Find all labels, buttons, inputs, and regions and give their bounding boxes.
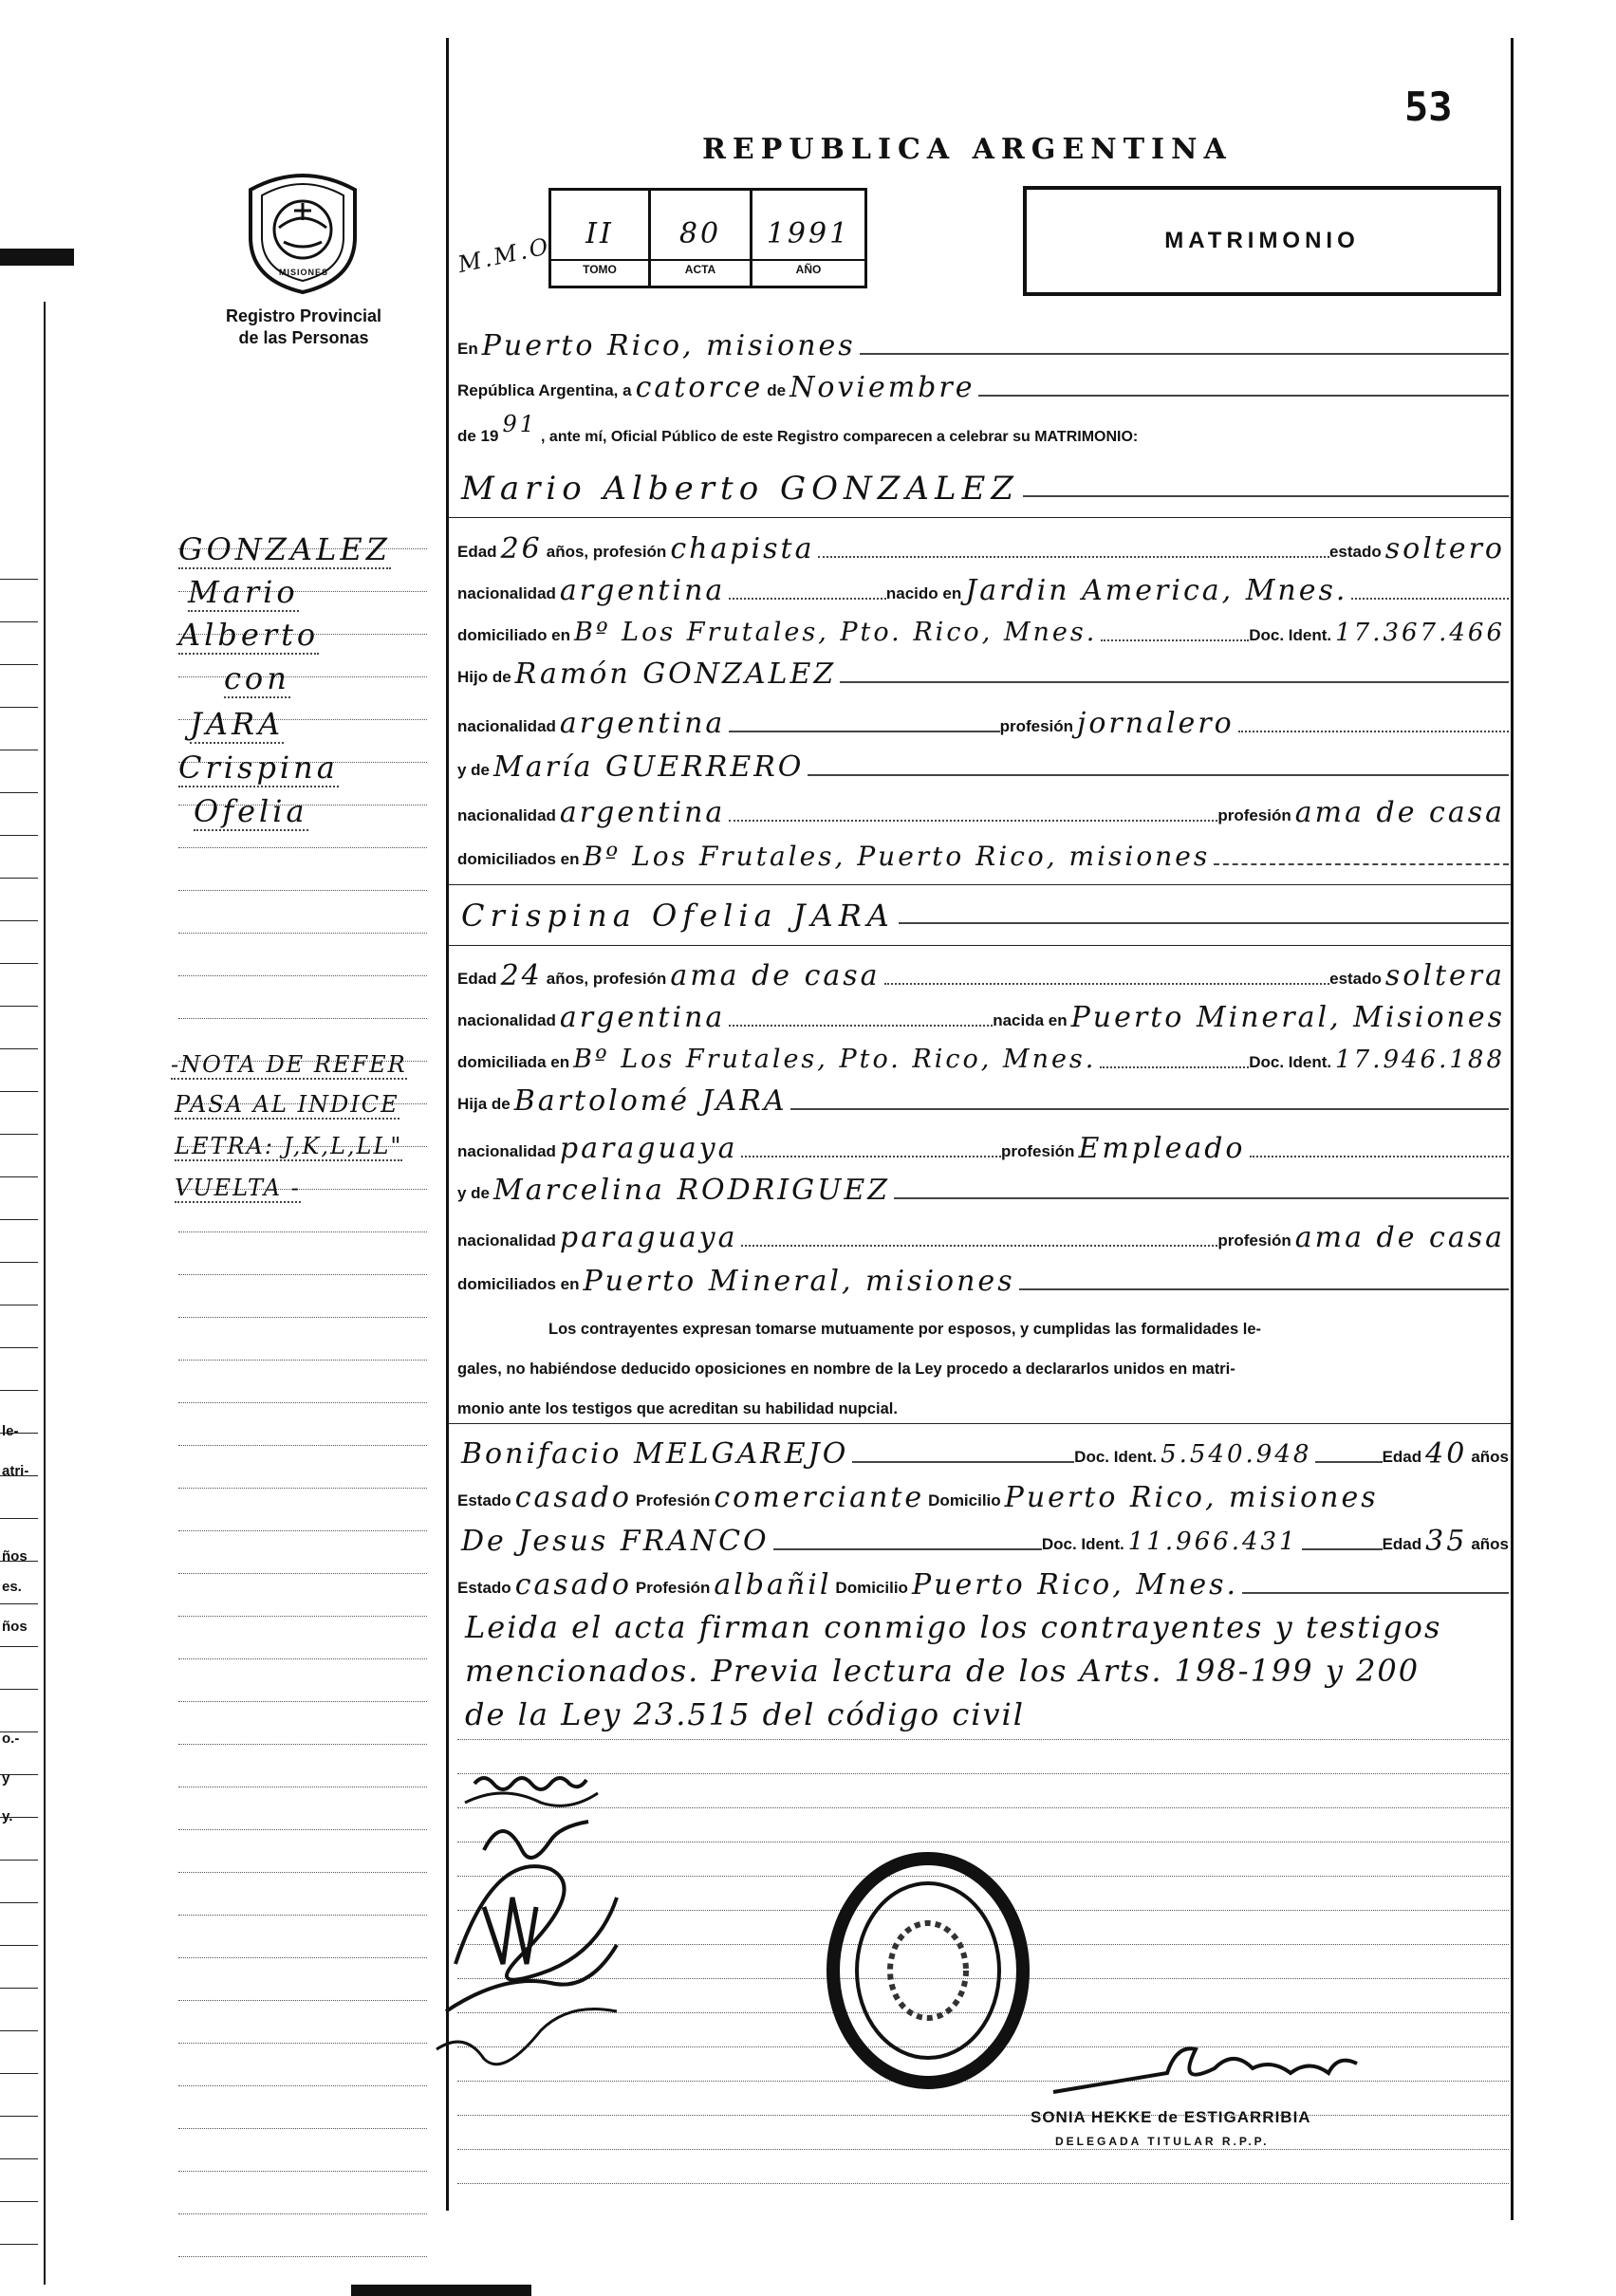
left-column-ruled-line (178, 1573, 427, 1574)
bride-doc: 17.946.188 (1335, 1046, 1505, 1074)
edge-ruled-line (0, 1176, 38, 1177)
groom-mother-nat: argentina (559, 796, 726, 829)
groom-age: 26 (500, 532, 543, 565)
bride-father-prof: Empleado (1078, 1132, 1246, 1165)
edge-fragment-0: le- (2, 1423, 19, 1439)
acta-cell (651, 191, 752, 286)
edge-fragment-1: atri- (2, 1463, 29, 1479)
bride-nac-label: nacionalidad (457, 1011, 556, 1029)
margin-name-4: JARA (190, 706, 285, 742)
edge-ruled-line (0, 1134, 38, 1135)
witness1-edad-label: Edad (1382, 1448, 1422, 1466)
edge-ruled-line (0, 2116, 38, 2117)
groom-father-nat-label: nacionalidad (457, 717, 556, 735)
edge-fragment-2: ños (2, 1548, 28, 1565)
groom-mother-row (457, 744, 1509, 784)
edge-fragment-4: ños (2, 1619, 28, 1635)
groom-profession: chapista (670, 532, 815, 565)
left-column-ruled-line (178, 933, 427, 934)
groom-parents-dom: Bº Los Frutales, Puerto Rico, misiones (583, 841, 1211, 872)
edge-fragment-7: y. (2, 1808, 13, 1824)
margin-name-6: Ofelia (194, 793, 308, 829)
groom-doc: 17.367.466 (1335, 619, 1505, 647)
left-column-ruled-line (178, 1018, 427, 1019)
left-column-ruled-line (178, 676, 427, 677)
bride-mother: Marcelina RODRIGUEZ (493, 1174, 891, 1207)
witness2-doc-label: Doc. Ident. (1041, 1535, 1124, 1553)
left-column-ruled-line (178, 1360, 427, 1361)
bride-address-row (457, 1036, 1509, 1076)
edge-ruled-line (0, 579, 38, 580)
edge-ruled-line (0, 1518, 38, 1519)
left-column-ruled-line (178, 1402, 427, 1403)
witness2-anos-label: años (1471, 1535, 1509, 1553)
witness1-details-row (457, 1474, 1509, 1514)
bride-mother-label: y de (457, 1184, 491, 1202)
left-column-ruled-line (178, 1616, 427, 1617)
witness1-civil-status: casado (514, 1481, 632, 1514)
mmo-mark: M.M.O (455, 232, 553, 278)
left-column-ruled-line (178, 1872, 427, 1873)
bride-hija-label: Hija de (457, 1095, 511, 1113)
right-border-rule (1511, 38, 1514, 2220)
country-title: REPUBLICA ARGENTINA (702, 133, 1233, 166)
groom-nac-label: nacionalidad (457, 584, 556, 602)
witness1-doc-label: Doc. Ident. (1074, 1448, 1158, 1466)
registry-label (199, 306, 408, 349)
lower-ruled-line (457, 1739, 1509, 1740)
official-signature-icon (1034, 2040, 1395, 2106)
groom-birth-label: nacido en (885, 584, 962, 602)
bride-doc-label: Doc. Ident. (1249, 1053, 1332, 1071)
bride-name-row (457, 892, 1509, 932)
groom-nationality-row (457, 567, 1509, 607)
bride-full-name: Crispina Ofelia JARA (461, 898, 895, 934)
witness2-row (457, 1518, 1509, 1558)
edge-ruled-line (0, 2244, 38, 2245)
witness2-details-row (457, 1562, 1509, 1602)
closing-line2: mencionados. Previa lectura de los Arts. 198-199 y 200 (465, 1653, 1421, 1689)
witness1-doc: 5.540.948 (1161, 1440, 1312, 1469)
bride-mother-prof: ama de casa (1294, 1221, 1505, 1254)
bride-nationality: argentina (559, 1001, 726, 1034)
left-column-ruled-line (178, 890, 427, 891)
edge-ruled-line (0, 707, 38, 708)
groom-hijo-label: Hijo de (457, 668, 511, 686)
margin-name-2: Alberto (178, 617, 320, 653)
groom-full-name: Mario Alberto GONZALEZ (461, 470, 1019, 508)
witness1-row (457, 1431, 1509, 1471)
margin-note-0: -NOTA DE REFER (171, 1051, 407, 1078)
bride-birth-label: nacida en (993, 1011, 1068, 1029)
left-column-ruled-line (178, 1829, 427, 1830)
margin-name-0: GONZALEZ (178, 531, 391, 567)
lower-ruled-line (457, 2183, 1509, 2184)
scan-edge-mark (0, 249, 74, 266)
left-column-ruled-line (178, 2043, 427, 2044)
left-column-ruled-line (178, 1231, 427, 1232)
bride-estado-label: estado (1329, 970, 1382, 988)
bride-age-row (457, 953, 1509, 992)
groom-civil-status: soltero (1384, 532, 1505, 565)
edge-ruled-line (0, 1006, 38, 1007)
edge-ruled-line (0, 1262, 38, 1263)
bride-parents-dom: Puerto Mineral, misiones (583, 1265, 1015, 1298)
left-column-ruled-line (178, 847, 427, 848)
bride-parents-dom-row (457, 1258, 1509, 1298)
declaration-text (457, 1309, 1501, 1429)
bride-father-prof-label: profesión (1000, 1142, 1075, 1160)
stamp-icon (824, 1852, 1032, 2089)
edge-ruled-line (0, 1347, 38, 1348)
edge-ruled-line (0, 2158, 38, 2159)
tomo-value: II (585, 217, 614, 250)
groom-address: Bº Los Frutales, Pto. Rico, Mnes. (574, 618, 1098, 647)
edge-ruled-line (0, 1603, 38, 1604)
groom-mother-nat-row (457, 789, 1509, 829)
edge-ruled-line (0, 878, 38, 879)
groom-parents-dom-label: domiciliados en (457, 850, 580, 868)
left-column-ruled-line (178, 1530, 427, 1531)
witness1-estado-label: Estado (457, 1491, 511, 1509)
lower-ruled-line (457, 2149, 1509, 2150)
year-prefix: de 19 (457, 427, 499, 445)
year-suffix: 91 (502, 411, 538, 437)
tomo-label: TOMO (551, 259, 648, 276)
witness1-profession: comerciante (714, 1481, 925, 1514)
groom-birthplace: Jardin America, Mnes. (965, 574, 1348, 607)
witness1-age: 40 (1425, 1437, 1468, 1471)
bride-birthplace: Puerto Mineral, Misiones (1070, 1001, 1505, 1034)
edge-fragment-6: y (2, 1770, 10, 1787)
ano-value: 1991 (766, 217, 851, 250)
margin-note-3: VUELTA - (175, 1175, 301, 1201)
bride-parents-dom-label: domiciliados en (457, 1275, 580, 1293)
groom-father-nat-row (457, 700, 1509, 740)
bride-father: Bartolomé JARA (513, 1084, 788, 1118)
witness1-name: Bonifacio MELGAREJO (461, 1437, 849, 1471)
edge-ruled-line (0, 920, 38, 921)
closing-line3: de la Ley 23.515 del código civil (465, 1696, 1026, 1732)
edge-ruled-line (0, 1048, 38, 1049)
intro-date-row (457, 364, 1509, 404)
record-box (548, 188, 867, 288)
scan-bottom-mark (351, 2285, 531, 2296)
margin-name-5: Crispina (178, 750, 339, 786)
edge-ruled-line (0, 792, 38, 793)
provincial-seal (241, 161, 364, 294)
left-edge-rule (44, 302, 46, 2285)
groom-parents-dom-row (457, 833, 1509, 873)
groom-nationality: argentina (559, 574, 726, 607)
witness2-name: De Jesus FRANCO (461, 1525, 770, 1558)
official-stamp (824, 1852, 1032, 2094)
edge-ruled-line (0, 1646, 38, 1647)
bride-father-nat: paraguaya (559, 1132, 738, 1165)
groom-father-row (457, 651, 1509, 691)
bride-mother-prof-label: profesión (1217, 1231, 1291, 1250)
left-column-ruled-line (178, 1957, 427, 1958)
bride-prof-label: años, profesión (546, 970, 667, 988)
bride-nationality-row (457, 994, 1509, 1034)
bride-edad-label: Edad (457, 970, 497, 988)
signatures-icon (427, 1765, 674, 2106)
bride-mother-nat: paraguaya (559, 1221, 738, 1254)
margin-name-3: con (224, 660, 290, 696)
witness2-edad-label: Edad (1382, 1535, 1422, 1553)
groom-estado-label: estado (1328, 543, 1382, 561)
groom-edad-label: Edad (457, 543, 497, 561)
groom-doc-label: Doc. Ident. (1249, 626, 1332, 644)
groom-mother: María GUERRERO (493, 750, 805, 784)
left-column-ruled-line (178, 2000, 427, 2001)
groom-name-row (457, 465, 1509, 508)
edge-ruled-line (0, 835, 38, 836)
edge-ruled-line (0, 1945, 38, 1946)
groom-father-nat: argentina (559, 707, 726, 740)
margin-note-1: PASA AL INDICE (175, 1091, 399, 1118)
groom-father-prof: jornalero (1077, 707, 1235, 740)
lower-ruled-line (457, 2115, 1509, 2116)
bride-mother-nat-label: nacionalidad (457, 1231, 556, 1250)
left-column-ruled-line (178, 2256, 427, 2257)
signatures-block (427, 1765, 674, 2111)
left-column-ruled-line (178, 1744, 427, 1745)
left-column-ruled-line (178, 1317, 427, 1318)
intro-place-row (457, 323, 1509, 362)
edge-ruled-line (0, 1091, 38, 1092)
groom-prof-label: años, profesión (546, 543, 667, 561)
groom-mother-prof: ama de casa (1294, 796, 1505, 829)
de-label: de (767, 381, 787, 399)
registry-line1: Registro Provincial (225, 306, 382, 325)
official-name: SONIA HEKKE de ESTIGARRIBIA (1031, 2108, 1311, 2126)
edge-ruled-line (0, 1988, 38, 1989)
ano-label: AÑO (752, 259, 864, 276)
groom-father: Ramón GONZALEZ (514, 657, 837, 691)
official-title: DELEGADA TITULAR R.P.P. (1055, 2135, 1270, 2148)
groom-dom-label: domiciliado en (457, 626, 571, 644)
witness2-dom-label: Domicilio (835, 1579, 908, 1597)
witness2-address: Puerto Rico, Mnes. (911, 1568, 1239, 1602)
declaration-line1: Los contrayentes expresan tomarse mutuamente por esposos, y cumplidas las formalidades le- (548, 1321, 1261, 1338)
edge-ruled-line (0, 664, 38, 665)
left-column-ruled-line (178, 1488, 427, 1489)
month-value: Noviembre (789, 371, 975, 404)
place-value: Puerto Rico, misiones (481, 329, 856, 362)
bride-dom-label: domiciliada en (457, 1053, 570, 1071)
bride-profession: ama de casa (670, 959, 881, 992)
edge-ruled-line (0, 963, 38, 964)
witness2-profession: albañil (714, 1568, 832, 1602)
edge-fragment-3: es. (2, 1579, 22, 1595)
groom-father-prof-label: profesión (999, 717, 1074, 735)
statement-text: , ante mí, Oficial Público de este Registro comparecen a celebrar su MATRIMONIO: (541, 429, 1139, 445)
margin-note-2: LETRA: J,K,L,LL" (175, 1133, 403, 1159)
witness1-dom-label: Domicilio (928, 1491, 1001, 1509)
bride-mother-nat-row (457, 1214, 1509, 1254)
edge-ruled-line (0, 1219, 38, 1220)
bride-father-nat-row (457, 1125, 1509, 1165)
declaration-line3: monio ante los testigos que acreditan su habilidad nupcial. (457, 1400, 898, 1417)
witness2-age: 35 (1425, 1525, 1468, 1558)
seal-text: MISIONES (279, 268, 329, 277)
edge-ruled-line (0, 2201, 38, 2202)
edge-ruled-line (0, 2073, 38, 2074)
closing-line1: Leida el acta firman conmigo los contrayentes y testigos (465, 1609, 1442, 1645)
edge-fragment-5: o.- (2, 1731, 20, 1747)
document-type-box: MATRIMONIO (1023, 186, 1501, 296)
left-column-ruled-line (178, 2128, 427, 2129)
page-number: 53 (1404, 83, 1453, 130)
groom-age-row (457, 526, 1509, 565)
groom-mother-nat-label: nacionalidad (457, 806, 556, 824)
left-column-ruled-line (178, 2085, 427, 2086)
left-column-ruled-line (178, 2213, 427, 2214)
closing-text (465, 1605, 1441, 1736)
day-value: catorce (635, 371, 764, 404)
groom-mother-label: y de (457, 761, 491, 779)
groom-address-row (457, 609, 1509, 649)
witness1-anos-label: años (1471, 1448, 1509, 1466)
intro-statement-row (457, 410, 1509, 450)
edge-ruled-line (0, 1902, 38, 1903)
left-column-ruled-line (178, 1658, 427, 1659)
bride-address: Bº Los Frutales, Pto. Rico, Mnes. (573, 1045, 1097, 1074)
groom-mother-prof-label: profesión (1217, 806, 1291, 824)
witness2-estado-label: Estado (457, 1579, 511, 1597)
left-column-ruled-line (178, 1445, 427, 1446)
witness2-prof-label: Profesión (635, 1579, 711, 1597)
bride-father-row (457, 1078, 1509, 1118)
witness1-prof-label: Profesión (635, 1491, 711, 1509)
edge-ruled-line (0, 621, 38, 622)
declaration-line2: gales, no habiéndose deducido oposiciones en nombre de la Ley procedo a declararlos unidos en matri- (457, 1361, 1235, 1378)
left-column-ruled-line (178, 1274, 427, 1275)
margin-name-1: Mario (188, 574, 299, 610)
bride-mother-row (457, 1167, 1509, 1207)
left-column-ruled-line (178, 975, 427, 976)
acta-value: 80 (678, 217, 722, 250)
edge-ruled-line (0, 1390, 38, 1391)
edge-ruled-line (0, 2030, 38, 2031)
acta-label: ACTA (651, 259, 750, 276)
edge-ruled-line (0, 1860, 38, 1861)
ano-cell (752, 191, 864, 286)
official-signature (1034, 2040, 1395, 2111)
left-column-ruled-line (178, 1701, 427, 1702)
registry-line2: de las Personas (238, 328, 369, 347)
witness2-doc: 11.966.431 (1127, 1528, 1298, 1556)
rep-label: República Argentina, a (457, 381, 632, 399)
witness1-address: Puerto Rico, misiones (1004, 1481, 1379, 1514)
en-label: En (457, 340, 478, 358)
bride-age: 24 (500, 959, 543, 992)
left-column-ruled-line (178, 2171, 427, 2172)
bride-civil-status: soltera (1384, 959, 1505, 992)
bride-father-nat-label: nacionalidad (457, 1142, 556, 1160)
edge-ruled-line (0, 1689, 38, 1690)
tomo-cell (551, 191, 651, 286)
left-column-ruled-line (178, 1915, 427, 1916)
witness2-civil-status: casado (514, 1568, 632, 1602)
